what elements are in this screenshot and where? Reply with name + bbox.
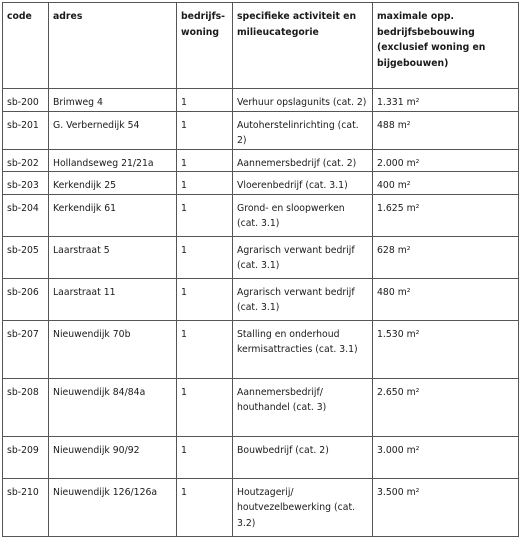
cell-activiteit: Aannemersbedrijf/ houthandel (cat. 3) [233,378,373,436]
cell-opp: 628 m² [373,236,519,278]
table-row [3,278,519,320]
cell-woning: 1 [177,378,233,436]
cell-woning: 1 [177,320,233,378]
cell-activiteit: Vloerenbedrijf (cat. 3.1) [233,172,373,195]
cell-opp: 1.530 m² [373,320,519,378]
cell-code: sb-204 [3,194,49,236]
cell-activiteit: Verhuur opslagunits (cat. 2) [233,89,373,112]
cell-adres: Laarstraat 5 [49,236,177,278]
table-row [3,194,519,236]
table-row [3,89,519,112]
header-row [3,3,519,89]
cell-woning: 1 [177,172,233,195]
cell-code: sb-209 [3,436,49,478]
table-row [3,378,519,436]
cell-opp: 3.000 m² [373,436,519,478]
table-row [3,478,519,536]
cell-adres: Nieuwendijk 126/126a [49,478,177,536]
cell-activiteit: Houtzagerij/ houtvezelbewerking (cat. 3.2) [233,478,373,536]
cell-code: sb-206 [3,278,49,320]
bedrijven-table [2,2,519,537]
cell-code: sb-202 [3,149,49,172]
header-code: code [3,3,49,89]
cell-woning: 1 [177,111,233,149]
cell-woning: 1 [177,436,233,478]
cell-opp: 400 m² [373,172,519,195]
cell-adres: Laarstraat 11 [49,278,177,320]
header-bedrijfswoning: bedrijfs-woning [177,3,233,89]
cell-adres: Brimweg 4 [49,89,177,112]
header-bebouwing: maximale opp. bedrijfsbebouwing (exclusief woning en bijgebouwen) [373,3,519,89]
cell-adres: Nieuwendijk 70b [49,320,177,378]
table-row [3,320,519,378]
cell-activiteit: Stalling en onderhoud kermisattracties (cat. 3.1) [233,320,373,378]
table-row [3,111,519,149]
cell-woning: 1 [177,89,233,112]
cell-activiteit: Bouwbedrijf (cat. 2) [233,436,373,478]
cell-activiteit: Autoherstelinrichting (cat. 2) [233,111,373,149]
cell-code: sb-200 [3,89,49,112]
cell-woning: 1 [177,236,233,278]
header-activiteit: specifieke activiteit en milieucategorie [233,3,373,89]
cell-opp: 488 m² [373,111,519,149]
cell-opp: 3.500 m² [373,478,519,536]
table-row [3,149,519,172]
cell-adres: Kerkendijk 61 [49,194,177,236]
cell-opp: 1.331 m² [373,89,519,112]
cell-activiteit: Grond- en sloopwerken (cat. 3.1) [233,194,373,236]
cell-adres: Nieuwendijk 84/84a [49,378,177,436]
cell-opp: 480 m² [373,278,519,320]
header-adres: adres [49,3,177,89]
cell-opp: 1.625 m² [373,194,519,236]
cell-adres: G. Verbernedijk 54 [49,111,177,149]
cell-code: sb-207 [3,320,49,378]
cell-adres: Nieuwendijk 90/92 [49,436,177,478]
table-row [3,236,519,278]
cell-adres: Kerkendijk 25 [49,172,177,195]
cell-activiteit: Agrarisch verwant bedrijf (cat. 3.1) [233,278,373,320]
cell-code: sb-210 [3,478,49,536]
cell-activiteit: Agrarisch verwant bedrijf (cat. 3.1) [233,236,373,278]
cell-woning: 1 [177,278,233,320]
cell-woning: 1 [177,149,233,172]
table-wrapper [2,2,519,537]
cell-woning: 1 [177,194,233,236]
cell-code: sb-205 [3,236,49,278]
cell-opp: 2.650 m² [373,378,519,436]
cell-adres: Hollandseweg 21/21a [49,149,177,172]
table-row [3,172,519,195]
cell-code: sb-203 [3,172,49,195]
cell-activiteit: Aannemersbedrijf (cat. 2) [233,149,373,172]
cell-code: sb-208 [3,378,49,436]
cell-code: sb-201 [3,111,49,149]
cell-opp: 2.000 m² [373,149,519,172]
table-row [3,436,519,478]
cell-woning: 1 [177,478,233,536]
